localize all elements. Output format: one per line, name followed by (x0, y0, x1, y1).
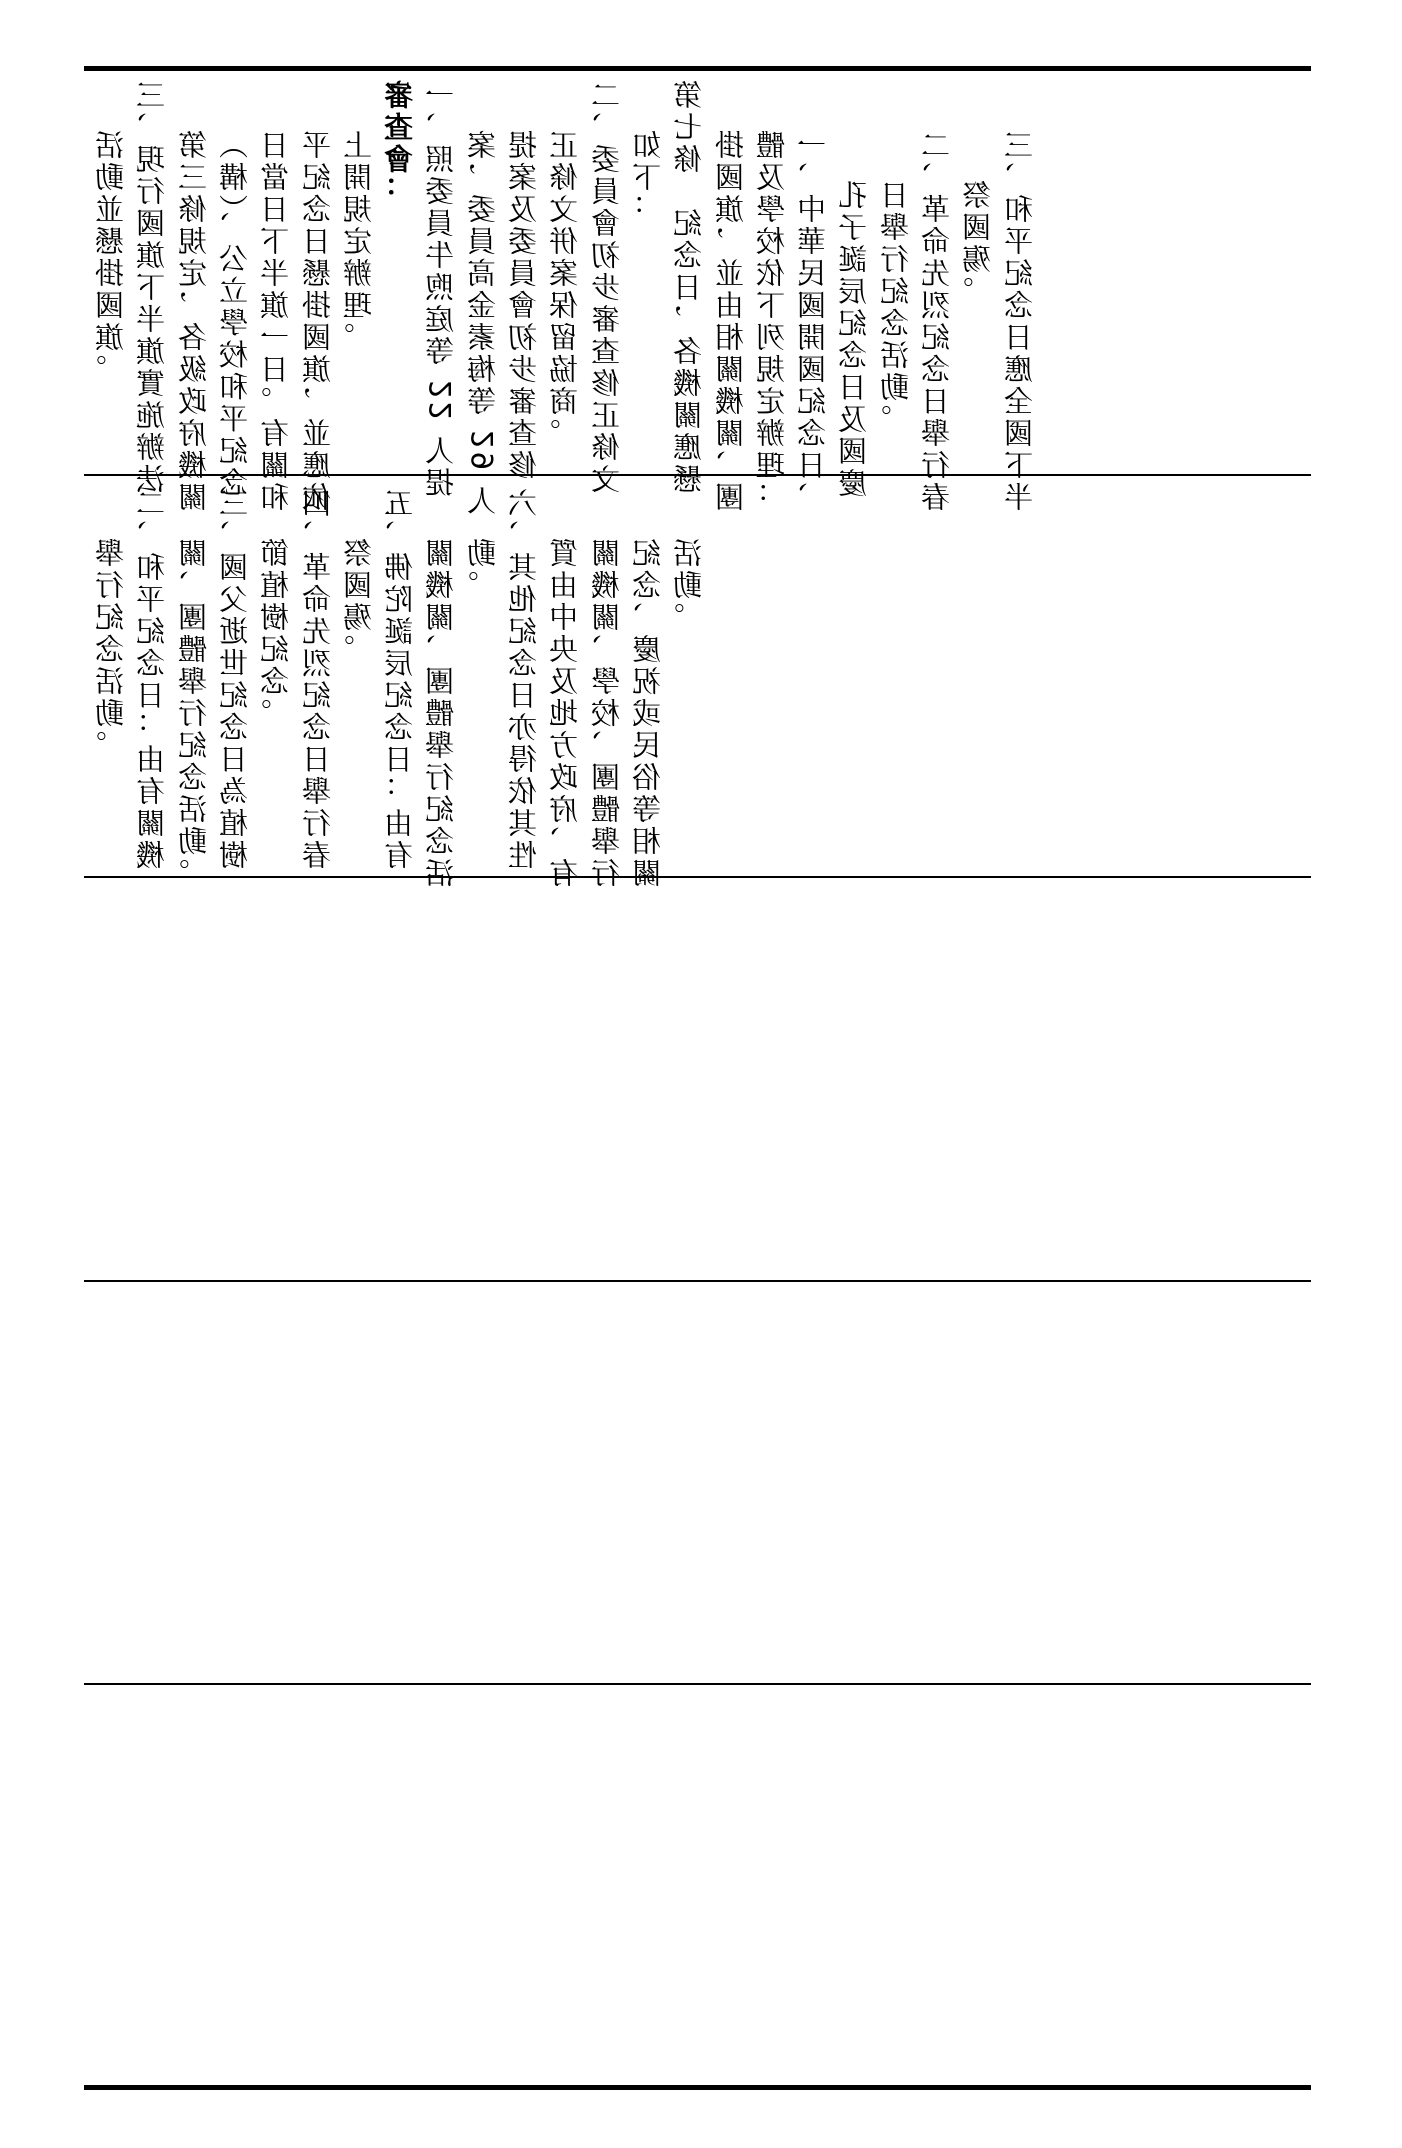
text-column: 如下： (630, 130, 665, 226)
text-column: 案，委員高金素梅等 29 人 (465, 130, 500, 518)
text-column: 六、其他紀念日亦得依其性 (507, 488, 541, 872)
text-column: 關機關、團體舉行紀念活 (424, 538, 459, 890)
text-column: 活動。 (672, 538, 707, 634)
text-column: 二、革命先烈紀念日舉行春 (920, 130, 954, 514)
text-column: 活動並懸掛國旗。 (94, 130, 128, 386)
text-column: 四、革命先烈紀念日舉行春 (300, 488, 335, 872)
text-column: 舉行紀念活動。 (94, 538, 128, 762)
top-rule (84, 66, 1311, 71)
text-column: 五、佛陀誕辰紀念日：由有 (383, 488, 418, 872)
current-article-text-block (93, 488, 893, 890)
text-column: 上開規定辦理。 (341, 130, 376, 354)
text-column: 關、團體舉行紀念活動。 (176, 538, 211, 890)
text-column: （構）、公立學校和平紀念 (217, 130, 252, 500)
review-committee-text-block (93, 80, 1311, 518)
text-column: 第七條 紀念日，各機關應懸 (672, 80, 707, 496)
text-column: 祭國殤。 (341, 538, 376, 666)
text-column: 質由中央及地方政府、有 (548, 538, 583, 890)
text-column: 孔子誕辰紀念日及國慶 (837, 180, 872, 500)
text-column: 一、中華民國開國紀念日、 (796, 130, 831, 514)
text-column: 動。 (465, 538, 500, 602)
text-column: 提案及委員會初步審查修 (507, 130, 541, 482)
text-column: 二、委員會初步審查修正條文 (589, 80, 624, 496)
text-column: 審查會： (383, 80, 418, 208)
text-column: 一、照委員牛煦庭等 22 人提 (424, 80, 459, 500)
text-column: 三、現行國旗下半旗實施辦法 (135, 80, 170, 496)
text-column: 三、和平紀念日應全國下半 (1002, 130, 1037, 514)
text-column: 第三條規定，各級政府機關 (176, 130, 211, 514)
text-column: 掛國旗，並由相關機關、團 (713, 130, 748, 514)
text-column: 正條文併案保留協商。 (548, 130, 583, 450)
text-column: 二、和平紀念日：由有關機 (135, 488, 170, 872)
text-column: 日當日下半旗一日。有關和 (259, 130, 294, 514)
section-divider-2 (84, 876, 1311, 878)
text-column: 三、國父逝世紀念日為植樹 (217, 488, 252, 872)
text-column: 日舉行紀念活動。 (878, 180, 913, 436)
bottom-rule (84, 2085, 1311, 2090)
text-column: 體及學校依下列規定辦理： (754, 130, 789, 514)
text-column: 平紀念日懸掛國旗，並應依 (300, 130, 335, 514)
text-column: 紀念、慶祝或民俗等相關 (630, 538, 665, 890)
section-divider-3 (84, 1280, 1311, 1282)
section-divider-4 (84, 1683, 1311, 1685)
text-column: 祭國殤。 (961, 180, 996, 308)
text-column: 節植樹紀念。 (259, 538, 294, 730)
text-column: 關機關、學校、團體舉行 (589, 538, 624, 890)
